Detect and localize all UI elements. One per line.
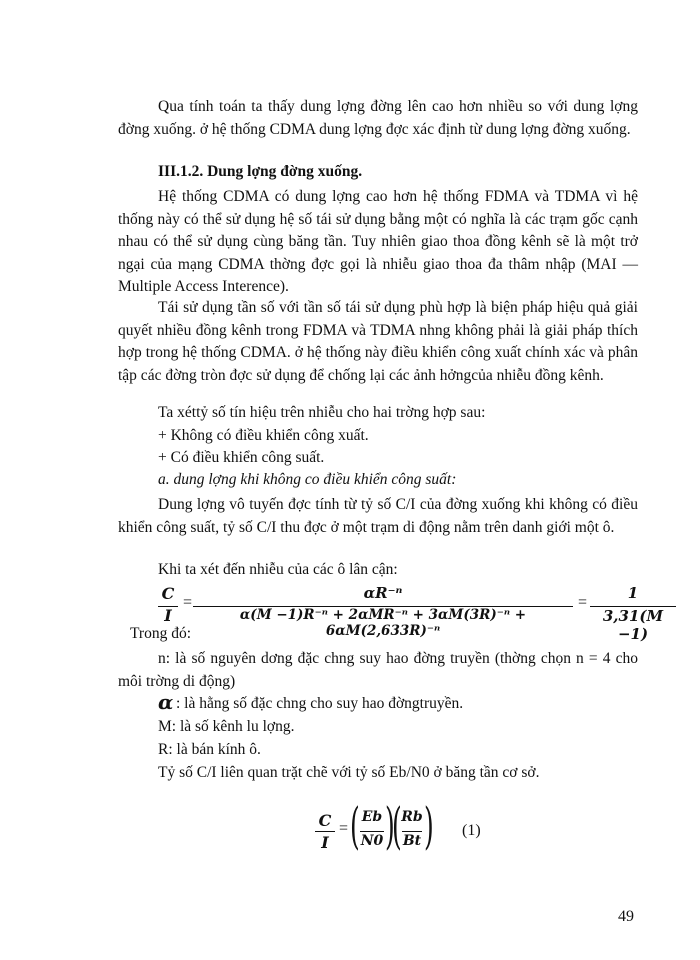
- definition-n: n: là số nguyên dơng đặc chng suy hao đờng truyền (thờng chọn n = 4 cho môi trờng di động): [118, 650, 638, 690]
- eq1-f2-denominator: Bt: [402, 833, 422, 849]
- eq1-equals-sign: =: [339, 820, 349, 837]
- definition-alpha: : là hằng số đặc chng cho suy hao đờngtruyền.: [176, 695, 464, 712]
- eq-lhs-numerator: C: [161, 584, 175, 603]
- eq-lhs-denominator: I: [164, 606, 172, 625]
- eq1-f1-denominator: N0: [360, 833, 384, 849]
- eq1-f1-numerator: Eb: [361, 809, 383, 825]
- paragraph-6: Khi ta xét đến nhiễu của các ô lân cận:: [158, 561, 398, 578]
- eq-rhs-denominator: 3,31(M −1): [602, 607, 664, 643]
- eq1-f1-bar: [360, 831, 384, 832]
- eq1-lhs-denominator: I: [321, 833, 329, 852]
- section-heading: III.1.2. Dung lợng đờng xuống.: [158, 163, 363, 180]
- page-number: 49: [618, 908, 634, 925]
- paragraph-2: Hệ thống CDMA có dung lợng cao hơn hệ thống FDMA và TDMA vì hệ thống này có thể sử dụng hệ số tái sử dụng bằng một có nghĩa là các trạm gốc cạnh nhau có thể sử dụng cùng băng tần. Tuy nhiên giao thoa đồng kênh sẽ là một trở ngại của mạng CDMA thờng đợc gọi là nhiễu giao thoa đa thâm nhập (MAI — Multiple Access Interence).: [118, 188, 638, 295]
- eq1-lhs-numerator: C: [318, 811, 332, 830]
- equation-number: (1): [462, 822, 481, 839]
- eq1-f2-bar: [402, 831, 422, 832]
- paragraph-7: Tỷ số C/I liên quan trặt chẽ với tỷ số Eb/N0 ở băng tần cơ sở.: [158, 764, 540, 781]
- definition-r: R: là bán kính ô.: [158, 741, 261, 758]
- definition-m: M: là số kênh lu lợng.: [158, 718, 295, 735]
- subheading-a: a. dung lợng khi không co điều khiển công suất:: [158, 471, 457, 488]
- eq1-paren-close-1: ): [385, 797, 395, 855]
- equals-sign-2: =: [578, 594, 588, 611]
- eq1-paren-close-2: ): [424, 797, 434, 855]
- eq1-f2-numerator: Rb: [401, 809, 423, 825]
- where-label: Trong đó:: [130, 625, 192, 642]
- paragraph-1: Qua tính toán ta thấy dung lợng đờng lên cao hơn nhiều so với dung lợng đờng xuống. ở hệ thống CDMA dung lợng đợc xác định từ dung lợng đờng xuống.: [118, 98, 638, 138]
- bullet-power-control: + Có điều khiển công suất.: [158, 449, 325, 466]
- eq-mid-denominator: α(M −1)R⁻ⁿ + 2αMR⁻ⁿ + 3αM(3R)⁻ⁿ + 6αM(2,633R)⁻ⁿ: [239, 607, 527, 639]
- paragraph-4: Ta xéttỷ số tín hiệu trên nhiễu cho hai trờng hợp sau:: [158, 404, 486, 421]
- equals-sign: =: [183, 594, 193, 611]
- eq1-paren-open-1: (: [350, 797, 360, 855]
- alpha-symbol: α: [158, 690, 174, 714]
- bullet-no-power-control: + Không có điều khiển công xuất.: [158, 427, 369, 444]
- eq1-lhs-bar: [315, 831, 335, 832]
- paragraph-5: Dung lợng vô tuyến đợc tính từ tỷ số C/I của đờng xuống khi không có điều khiển công suất, tỷ số C/I thu đợc ở một trạm di động nằm trên danh giới một ô.: [118, 496, 638, 536]
- eq-rhs-numerator: 1: [627, 584, 639, 602]
- eq-mid-numerator: αR⁻ⁿ: [363, 584, 403, 602]
- eq1-paren-open-2: (: [392, 797, 402, 855]
- paragraph-3: Tái sử dụng tần số với tần số tái sử dụng phù hợp là biện pháp hiệu quả giải quyết nhiều đồng kênh trong FDMA và TDMA nhng không phải là giải pháp thích hợp trong hệ thống CDMA. ở hệ thống này điều khiển công xuất chính xác và phân tập các đờng tròn đợc sử dụng để chống lại các ảnh hởngcủa nhiễu đồng kênh.: [118, 299, 638, 384]
